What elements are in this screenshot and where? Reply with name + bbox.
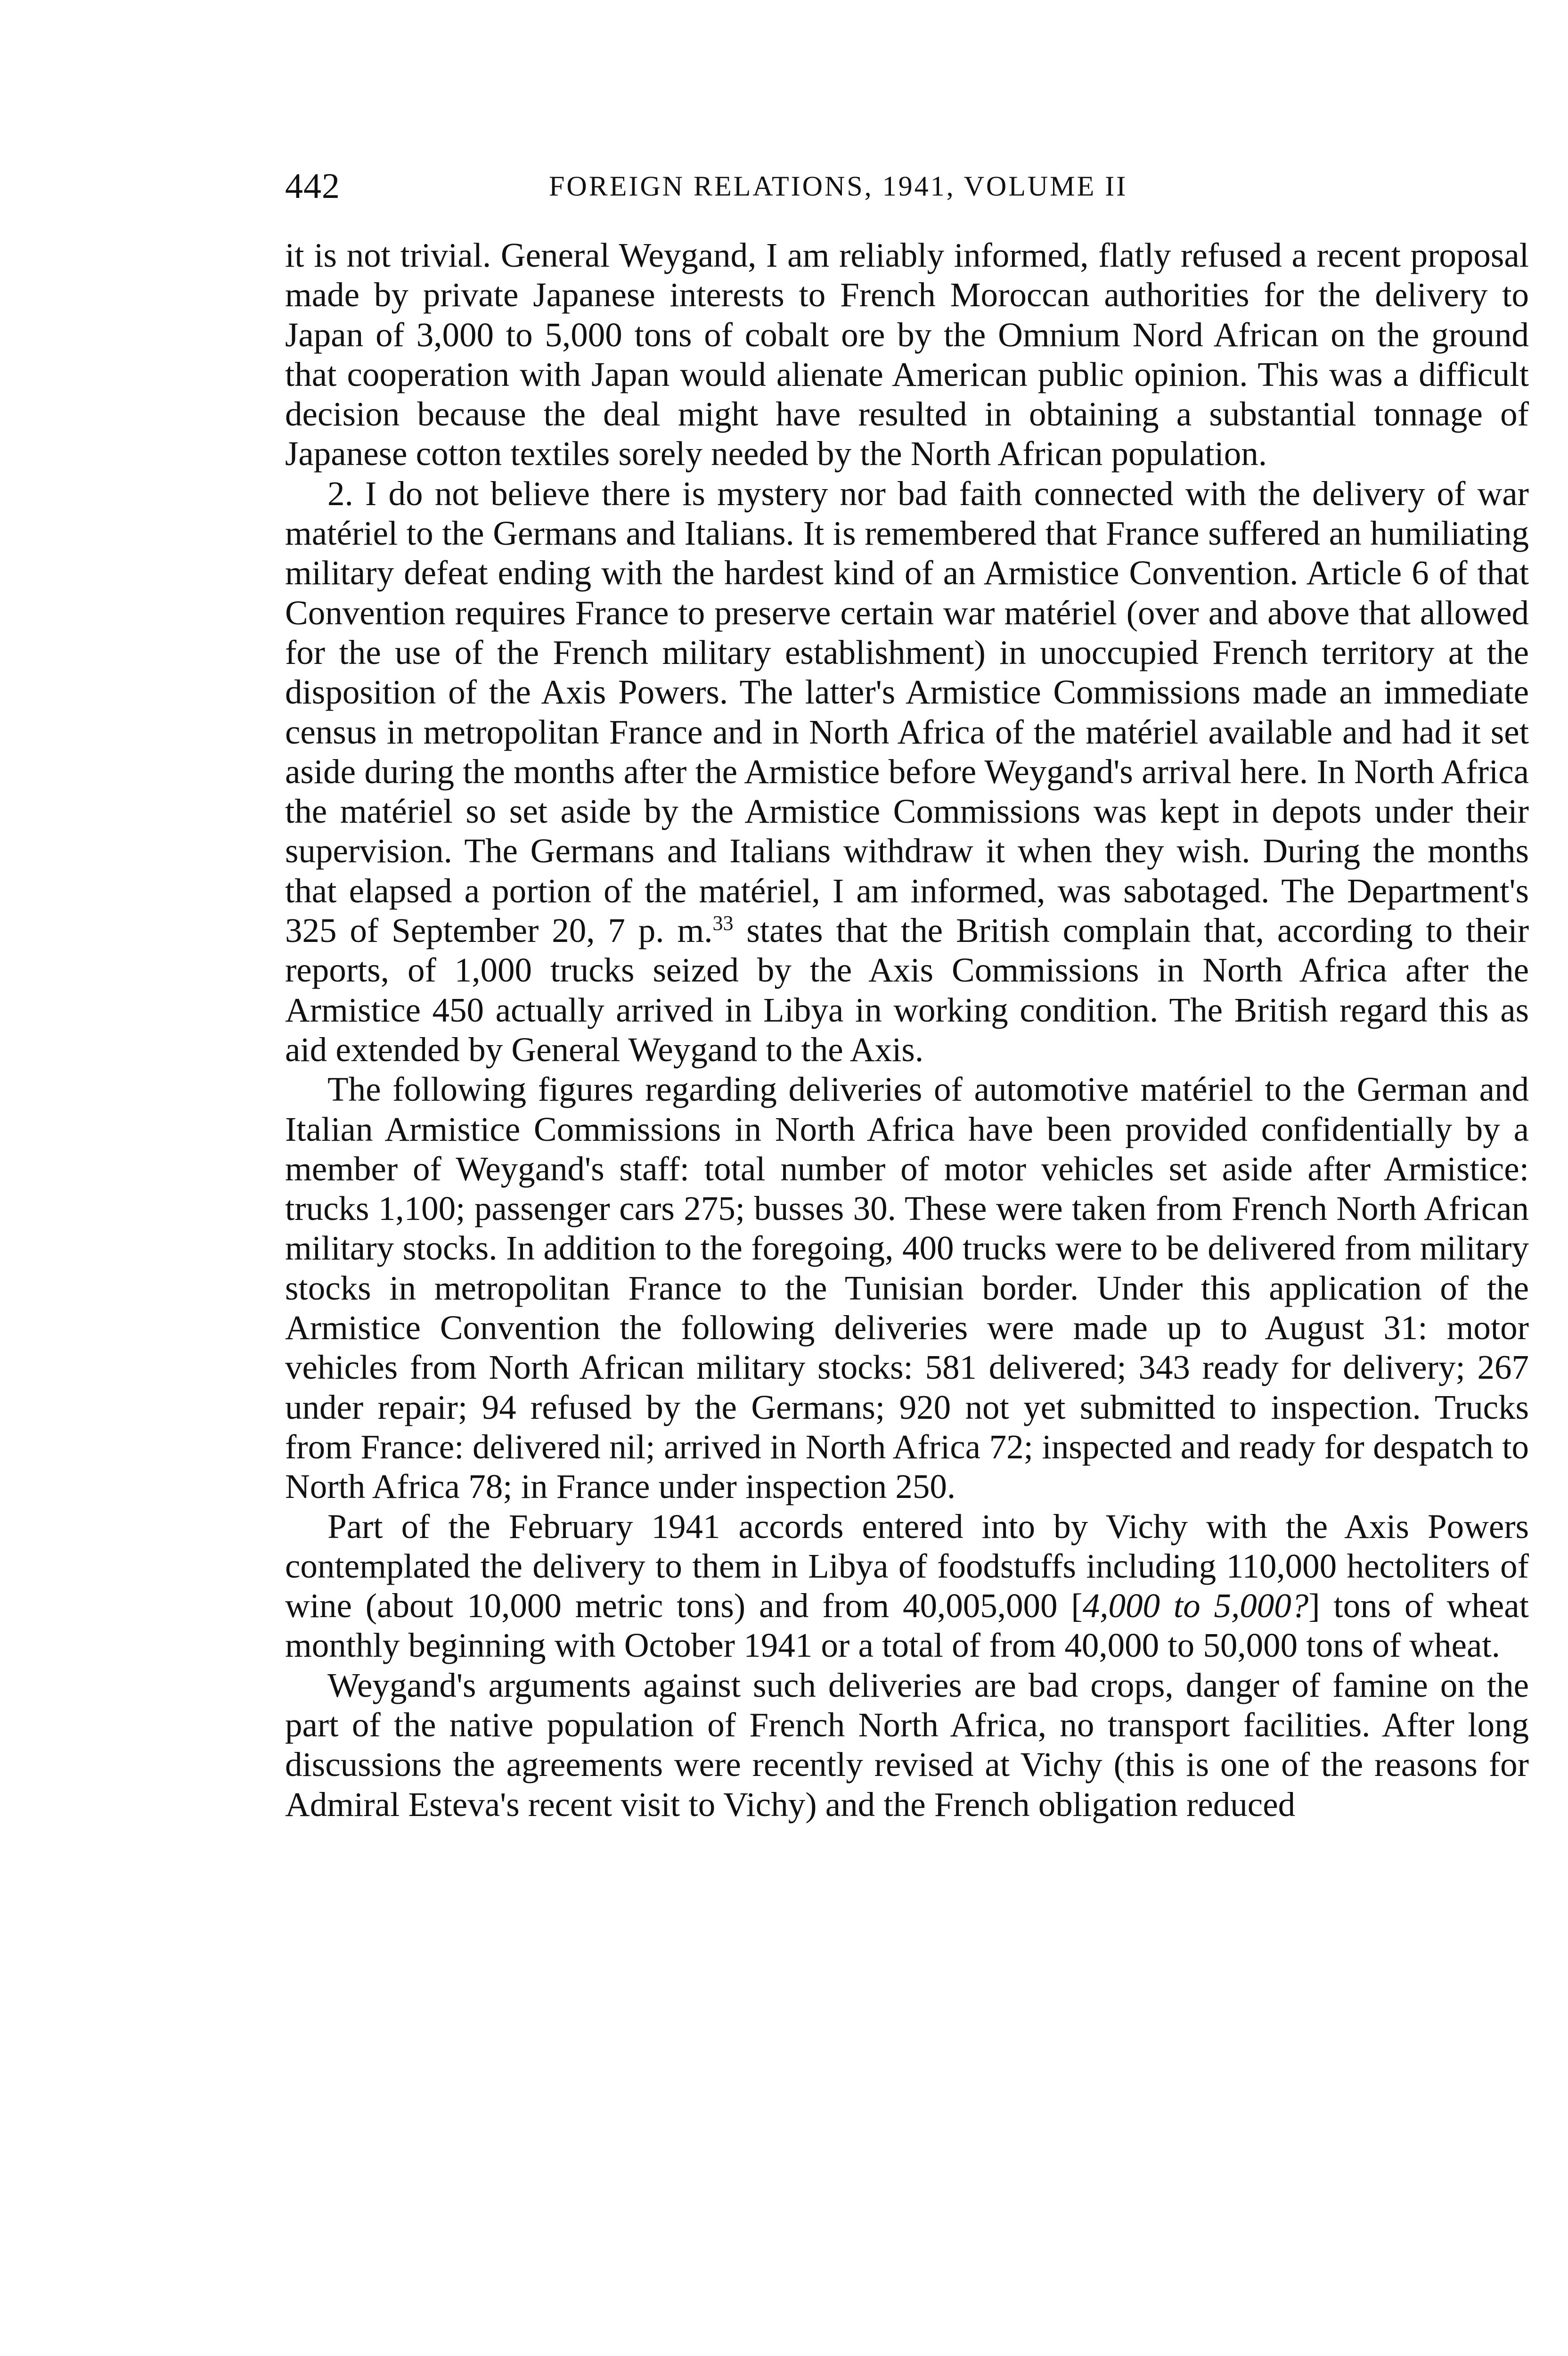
paragraph-2 bbox=[285, 474, 1529, 1070]
paragraph-3: The following figures regarding deliveries of automotive matériel to the German and Italian Armistice Commissions in North Africa have been provided confidentially by a member of Weygand's staff: total number of motor vehicles set aside after Armistice: trucks 1,100; passenger cars 275; busses 30. These were taken from French North African military stocks. In addition to the foregoing, 400 trucks were to be delivered from military stocks in metropolitan France to the Tunisian border. Under this application of the Armistice Convention the following deliveries were made up to August 31: motor vehicles from North African military stocks: 581 delivered; 343 ready for delivery; 267 under repair; 94 refused by the Germans; 920 not yet submitted to inspection. Trucks from France: delivered nil; arrived in North Africa 72; inspected and ready for despatch to North Africa 78; in France under inspection 250. bbox=[285, 1070, 1529, 1506]
editorial-insertion: 4,000 to 5,000? bbox=[1082, 1587, 1309, 1625]
paragraph-2-text-b: states that the British complain that, according to their reports, of 1,000 trucks seized by the Axis Commissions in North Africa after the Armistice 450 actually arrived in Libya in working condition. The British regard this as aid extended by General Weygand to the Axis. bbox=[285, 911, 1529, 1069]
running-title: FOREIGN RELATIONS, 1941, VOLUME II bbox=[549, 171, 1128, 202]
body-text bbox=[285, 236, 1529, 1824]
paragraph-2-text-a: 2. I do not believe there is mystery nor bad faith connected with the delivery of war matériel to the Germans and Italians. It is remembered that France suffered an humiliating military defeat ending with the hardest kind of an Armistice Convention. Article 6 of that Convention requires France to preserve certain war matériel (over and above that allowed for the use of the French military establishment) in unoccupied French territory at the disposition of the Axis Powers. The latter's Armistice Commissions made an immediate census in metropolitan France and in North Africa of the matériel available and had it set aside during the months after the Armistice before Weygand's arrival here. In North Africa the matériel so set aside by the Armistice Commissions was kept in depots under their supervision. The Germans and Italians withdraw it when they wish. During the months that elapsed a portion of the matériel, I am informed, was sabotaged. The Department's 325 of September 20, 7 p. m. bbox=[285, 474, 1529, 950]
footnote-reference-33[interactable]: 33 bbox=[712, 911, 734, 935]
running-head bbox=[285, 160, 1529, 212]
paragraph-5: Weygand's arguments against such deliveries are bad crops, danger of famine on the part of the native population of French North Africa, no transport facilities. After long discussions the agreements were recently revised at Vichy (this is one of the reasons for Admiral Esteva's recent visit to Vichy) and the French obligation reduced bbox=[285, 1666, 1529, 1824]
paragraph-4-text-a: Part of the February 1941 accords entered into by Vichy with the Axis Powers contemplated the delivery to them in Libya of foodstuffs including 110,000 hectoliters of wine (about 10,000 metric tons) and from 40,005,000 [ bbox=[285, 1507, 1529, 1625]
page-number: 442 bbox=[285, 166, 340, 206]
paragraph-1: it is not trivial. General Weygand, I am reliably informed, flatly refused a recent proposal made by private Japanese interests to French Moroccan authorities for the delivery to Japan of 3,000 to 5,000 tons of cobalt ore by the Omnium Nord African on the ground that cooperation with Japan would alienate American public opinion. This was a difficult decision because the deal might have resulted in obtaining a substantial tonnage of Japanese cotton textiles sorely needed by the North African population. bbox=[285, 236, 1529, 473]
paragraph-4-text-b: ] tons of wheat monthly beginning with October 1941 or a total of from 40,000 to 50,000 tons of wheat. bbox=[285, 1587, 1529, 1665]
paragraph-4 bbox=[285, 1507, 1529, 1666]
